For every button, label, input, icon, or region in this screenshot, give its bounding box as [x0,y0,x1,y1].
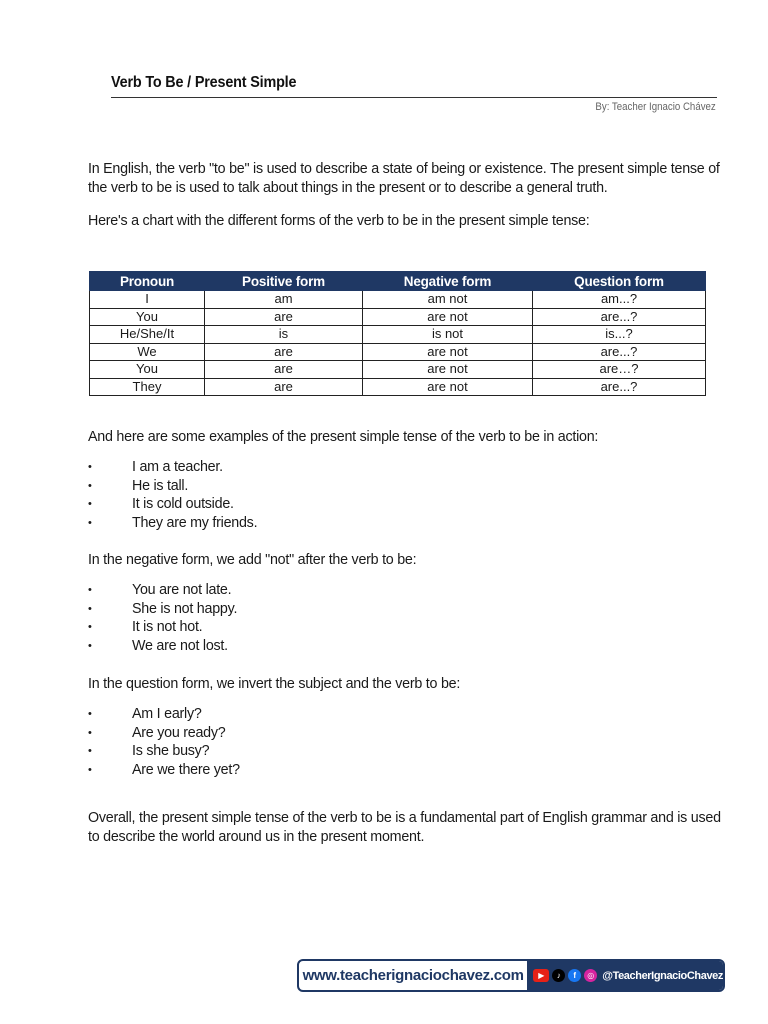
table-cell: are [205,378,363,396]
table-cell: are not [363,343,533,361]
verb-forms-table [89,271,706,396]
negative-examples-list [88,581,488,655]
table-cell: is not [363,326,533,344]
social-handle[interactable]: @TeacherIgnacioChavez [602,969,723,982]
list-item [88,618,488,637]
column-header: Negative form [363,272,533,291]
question-examples-list [88,705,488,779]
list-item [88,705,488,724]
list-item [88,495,488,514]
table-cell: are not [363,378,533,396]
table-cell: is [205,326,363,344]
table-cell: He/She/It [90,326,205,344]
table-row [90,326,706,344]
table-cell: are [205,361,363,379]
column-header: Positive form [205,272,363,291]
bullet-icon: • [88,584,92,596]
table-row [90,378,706,396]
bullet-icon: • [88,602,92,615]
list-item [88,477,488,496]
table-cell: You [90,361,205,379]
column-header: Question form [533,272,706,291]
bullet-icon: • [88,498,92,510]
intro-paragraph: In English, the verb "to be" is used to describe a state of being or existence. The present simple tense of the verb to be is used to talk about things in the present or to describe a general truth. [88,161,720,196]
table-cell: am [205,291,363,309]
bullet-icon: • [88,461,92,473]
list-item-text: Are you ready? [132,724,226,741]
column-header: Pronoun [90,272,205,291]
bullet-icon: • [88,479,92,492]
bullet-icon: • [88,708,92,720]
table-row [90,343,706,361]
table-row [90,361,706,379]
table-cell: are...? [533,343,706,361]
page-title: Verb To Be / Present Simple [111,74,297,91]
list-item [88,514,488,533]
list-item-text: Is she busy? [132,743,210,759]
table-cell: are not [363,361,533,379]
bullet-icon: • [88,726,92,739]
website-link[interactable]: www.teacherignaciochavez.com [302,967,524,984]
table-cell: are [205,343,363,361]
list-item [88,581,488,600]
table-row [90,308,706,326]
social-media-bar [527,961,723,990]
conclusion-paragraph: Overall, the present simple tense of the verb to be is a fundamental part of English grammar and is used to describe the world around us in the present moment. [88,810,721,845]
chart-intro-paragraph: Here's a chart with the different forms of the verb to be in the present simple tense: [88,213,590,229]
affirmative-examples-list [88,458,488,532]
bullet-icon: • [88,639,92,652]
title-divider [111,97,717,98]
facebook-icon[interactable]: f [568,969,581,982]
table-cell: I [90,291,205,309]
list-item-text: It is not hot. [132,619,203,635]
examples-intro: And here are some examples of the present simple tense of the verb to be in action: [88,429,599,445]
author-byline: By: Teacher Ignacio Chávez [595,101,716,113]
table-cell: are...? [533,308,706,326]
list-item-text: I am a teacher. [132,459,223,475]
list-item [88,637,488,656]
tiktok-icon[interactable]: ♪ [552,969,565,982]
table-row [90,291,706,309]
table-cell: are…? [533,361,706,379]
list-item-text: She is not happy. [132,600,238,617]
list-item-text: They are my friends. [132,514,258,531]
table-header-row [90,272,706,291]
question-intro: In the question form, we invert the subject and the verb to be: [88,676,461,692]
table-cell: You [90,308,205,326]
table-cell: is...? [533,326,706,344]
table-cell: am...? [533,291,706,309]
table-cell: are not [363,308,533,326]
list-item-text: You are not late. [132,582,232,598]
list-item-text: Are we there yet? [132,761,240,778]
list-item-text: We are not lost. [132,637,228,654]
youtube-icon[interactable]: ▶ [533,969,549,982]
bullet-icon: • [88,516,92,529]
negative-intro: In the negative form, we add "not" after the verb to be: [88,552,417,568]
table-cell: are [205,308,363,326]
list-item-text: He is tall. [132,477,189,494]
instagram-icon[interactable]: ◎ [584,969,597,982]
table-cell: are...? [533,378,706,396]
list-item [88,761,488,780]
table-cell: am not [363,291,533,309]
list-item [88,742,488,761]
list-item-text: Am I early? [132,706,202,722]
list-item [88,458,488,477]
table-cell: We [90,343,205,361]
list-item-text: It is cold outside. [132,496,234,512]
list-item [88,600,488,619]
bullet-icon: • [88,763,92,776]
footer-banner [297,959,725,992]
list-item [88,724,488,743]
bullet-icon: • [88,621,92,633]
bullet-icon: • [88,745,92,757]
table-cell: They [90,378,205,396]
